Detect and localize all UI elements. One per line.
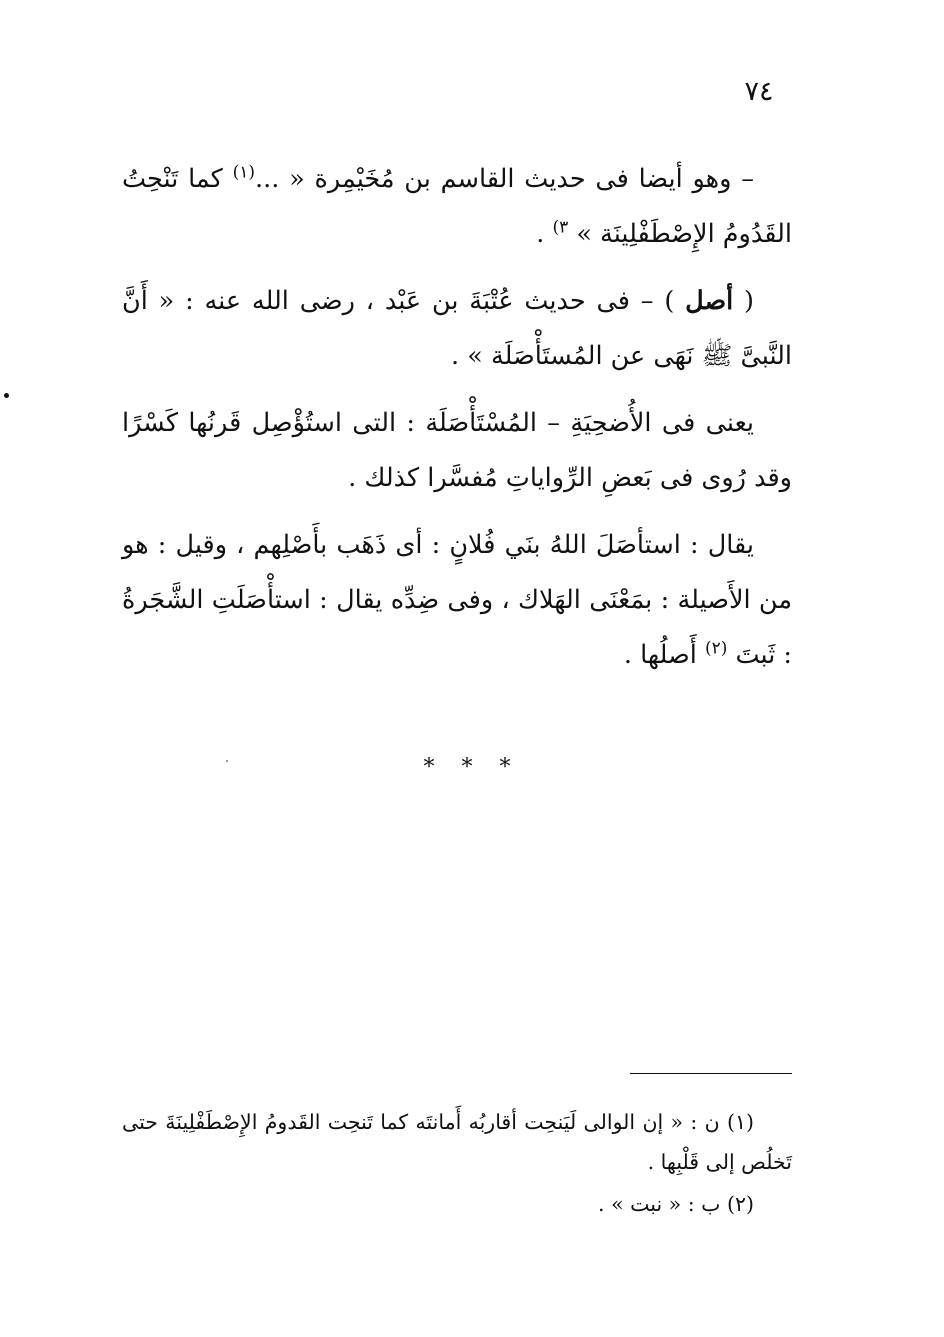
footnote-ref-1: (١) xyxy=(232,162,255,183)
paragraph-4-text-a: يقال : استأصَلَ اللهُ بنَي فُلانٍ : أى ذَهَب بأَصْلِهم ، وقيل : هو من الأَصيلة : بمَعْنَى الهَلاك ، وفى ضِدِّه يقال : استأْصَلَتِ الشَّجَرةُ : ثَبتَ xyxy=(122,530,792,670)
paragraph-1 xyxy=(122,152,792,262)
entry-headword: أصل xyxy=(685,286,734,316)
paragraph-2 xyxy=(122,274,792,384)
paragraph-3: يعنى فى الأُضحِيَةِ – المُسْتَأْصَلَة : التى استُؤْصِل قَرنُها كَسْرًا وقد رُوى فى بَعضِ الرِّواياتِ مُفسَّرا كذلك . xyxy=(122,408,792,493)
footnote-ref-3: ٣) xyxy=(552,217,569,238)
footnote-1: (١) ن : « إن الوالى لَيَنحِت أقاربُه أَمانتَه كما تَنحِت القَدومُ الإِصْطَفْلِينَةَ حتى تَخلُص إلى قَلْبِها . xyxy=(122,1110,792,1174)
paragraph-4-text-b: أَصلُها . xyxy=(623,640,705,670)
paragraph-1-text-a: – وهو أيضا فى حديث القاسم بن مُخَيْمِرة « ... xyxy=(254,164,755,194)
footnotes xyxy=(122,1102,792,1226)
footnote-ref-2: (٢) xyxy=(704,638,728,659)
main-text xyxy=(122,152,792,695)
entry-open-paren: ( xyxy=(733,286,754,316)
paragraph-4 xyxy=(122,518,792,683)
paragraph-1-text-b: كما تَنْحِتُ القَدُومُ الإِصْطَفْلِينَة » xyxy=(122,164,792,249)
page-number: ٧٤ xyxy=(744,76,774,107)
entry-close-paren: ) xyxy=(664,286,686,316)
footnote-2: (٢) ب : « نبت » . xyxy=(598,1192,754,1216)
margin-mark xyxy=(4,393,9,398)
footnote-divider xyxy=(630,1073,792,1074)
section-separator: * * * xyxy=(423,755,521,780)
paragraph-2-text: – فى حديث عُتْبَةَ بن عَبْد ، رضى الله عنه : « أَنَّ النَّبىَّ ﷺ نَهَى عن المُستَأْصَلَة » . xyxy=(122,286,792,371)
paragraph-1-text-c: . xyxy=(536,219,553,249)
